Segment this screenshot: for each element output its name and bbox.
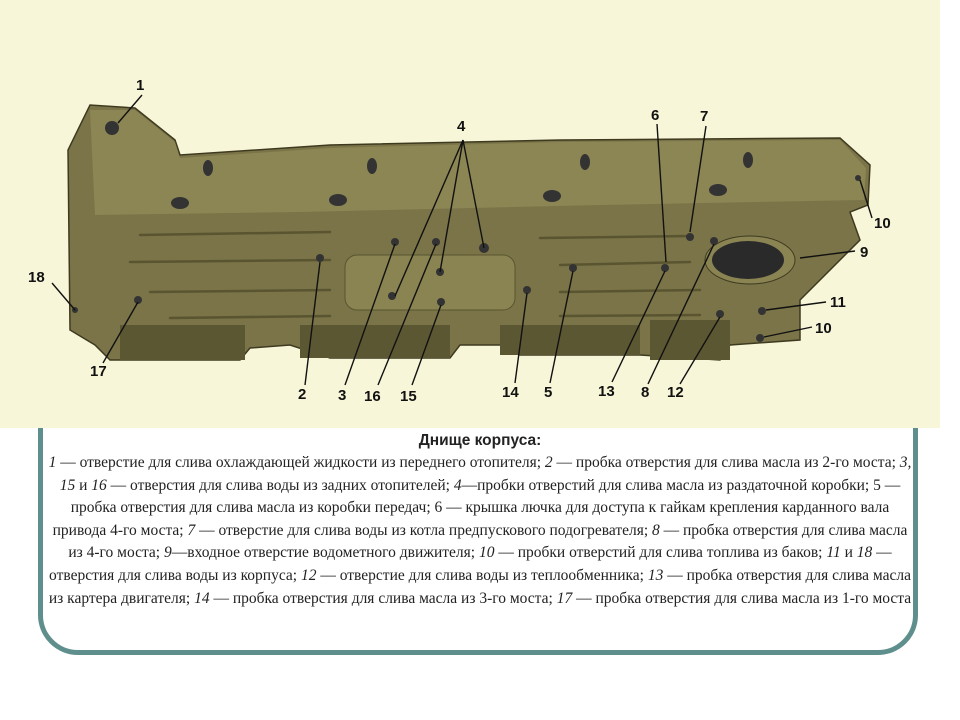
caption-num: 8	[652, 521, 660, 539]
caption-text: — отверстия для слива воды из корпуса;	[49, 544, 892, 584]
callout-18: 18	[28, 269, 45, 286]
callout-15: 15	[400, 388, 417, 405]
caption-text: — отверстие для слива воды из котла предпускового подогревателя;	[195, 521, 653, 539]
callout-10-top: 10	[874, 215, 891, 232]
caption-text: — отверстия для слива воды из задних отопителей;	[106, 476, 454, 494]
caption-text: — пробка отверстия для слива масла из 3-го моста;	[209, 589, 557, 607]
callout-1: 1	[136, 77, 145, 94]
callout-13: 13	[598, 383, 615, 400]
caption-text: — пробка отверстия для слива масла из 1-го моста	[572, 589, 912, 607]
callout-4: 4	[457, 118, 466, 135]
callout-17: 17	[90, 363, 107, 380]
callout-6: 6	[651, 107, 660, 124]
figure-caption	[48, 430, 912, 610]
callout-11: 11	[830, 294, 846, 311]
caption-num: 12	[300, 566, 317, 584]
callout-3: 3	[338, 387, 347, 404]
caption-num: 7	[187, 521, 196, 539]
raised-pad	[345, 255, 515, 310]
caption-body	[49, 454, 912, 607]
caption-text: —пробки отверстий для слива масла из раздаточной коробки; 5 — пробка отверстия для слива масла из коробки передач; 6 — крышка лючка для доступа к гайкам крепления карданного вала привода 4-го моста;	[52, 476, 901, 539]
callout-10-bottom: 10	[815, 320, 832, 337]
caption-text: — отверстие для слива охлаждающей жидкости из переднего отопителя;	[56, 454, 545, 471]
caption-num: 3, 15	[59, 454, 912, 494]
callout-2: 2	[298, 386, 307, 403]
skid-1	[120, 325, 245, 360]
callout-8: 8	[641, 384, 650, 401]
caption-text: — пробка отверстия для слива масла из картера двигателя;	[48, 566, 911, 607]
caption-text: и	[75, 476, 92, 494]
callout-9: 9	[860, 244, 869, 261]
caption-text: и	[840, 544, 857, 562]
callout-14: 14	[502, 384, 519, 401]
caption-num: 13	[647, 566, 664, 584]
caption-text: — пробки отверстий для слива топлива из баков;	[494, 544, 827, 562]
caption-num: 17	[556, 589, 573, 607]
caption-num: 1	[48, 454, 57, 471]
callout-5: 5	[544, 384, 553, 401]
caption-num: 2	[544, 454, 553, 471]
callout-12: 12	[667, 384, 684, 401]
caption-text: —входное отверстие водометного движителя;	[171, 544, 479, 562]
caption-text: — пробка отверстия для слива масла из 2-го моста;	[552, 454, 900, 471]
caption-num: 14	[194, 589, 210, 607]
caption-num: 11	[826, 544, 841, 562]
caption-num: 16	[91, 476, 107, 494]
callout-16: 16	[364, 388, 381, 405]
callout-7: 7	[700, 108, 709, 125]
caption-text: — пробка отверстия для слива масла из 4-го моста;	[68, 521, 908, 562]
caption-title: Днище корпуса:	[418, 432, 542, 449]
water-intake-hole	[712, 241, 784, 279]
caption-num: 4	[453, 476, 462, 494]
caption-text: — отверстие для слива воды из теплообменника;	[316, 566, 648, 584]
caption-num: 10	[478, 544, 495, 562]
caption-num: 9	[164, 544, 172, 562]
caption-num: 18	[856, 544, 873, 562]
